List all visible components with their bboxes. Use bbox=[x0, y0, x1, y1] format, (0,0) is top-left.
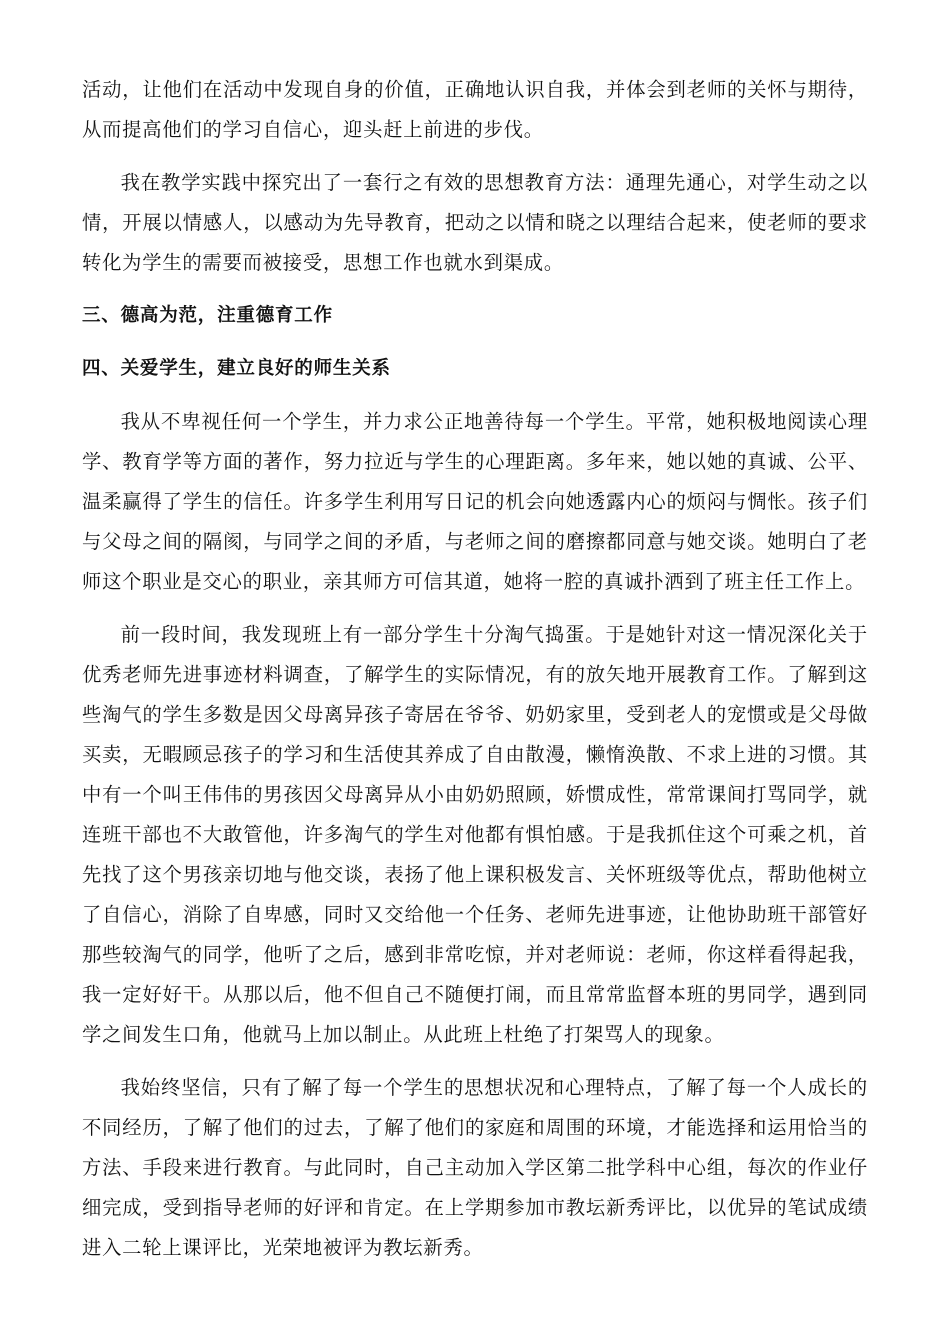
paragraph-respect-students: 我从不卑视任何一个学生，并力求公正地善待每一个学生。平常，她积极地阅读心理学、教育学等方面的著作，努力拉近与学生的心理距离。多年来，她以她的真诚、公平、温柔赢得了学生的信任。许多学生利用写日记的机会向她透露内心的烦闷与惆怅。孩子们与父母之间的隔阂，与同学之间的矛盾，与老师之间的磨擦都同意与她交谈。她明白了老师这个职业是交心的职业，亲其师方可信其道，她将一腔的真诚扑洒到了班主任工作上。 bbox=[82, 410, 868, 593]
paragraph-teaching-method: 我在教学实践中探究出了一套行之有效的思想教育方法：通理先通心，对学生动之以情，开展以情感人，以感动为先导教育，把动之以情和晓之以理结合起来，使老师的要求转化为学生的需要而被接受，思想工作也就水到渠成。 bbox=[82, 171, 868, 274]
section-heading-care-students: 四、关爱学生，建立良好的师生关系 bbox=[82, 358, 391, 379]
section-heading-moral-education: 三、德高为范，注重德育工作 bbox=[82, 305, 333, 326]
paragraph-activity: 活动，让他们在活动中发现自身的价值，正确地认识自我，并体会到老师的关怀与期待，从而提高他们的学习自信心，迎头赶上前进的步伐。 bbox=[82, 78, 868, 141]
paragraph-naughty-students: 前一段时间，我发现班上有一部分学生十分淘气捣蛋。于是她针对这一情况深化关于优秀老师先进事迹材料调查，了解学生的实际情况，有的放矢地开展教育工作。了解到这些淘气的学生多数是因父母离异孩子寄居在爷爷、奶奶家里，受到老人的宠惯或是父母做买卖，无暇顾忌孩子的学习和生活使其养成了自由散漫，懒惰涣散、不求上进的习惯。其中有一个叫王伟伟的男孩因父母离异从小由奶奶照顾，娇惯成性，常常课间打骂同学，就连班干部也不大敢管他，许多淘气的学生对他都有惧怕感。于是我抓住这个可乘之机，首先找了这个男孩亲切地与他交谈，表扬了他上课积极发言、关怀班级等优点，帮助他树立了自信心，消除了自卑感，同时又交给他一个任务、老师先进事迹，让他协助班干部管好那些较淘气的同学，他听了之后，感到非常吃惊，并对老师说：老师，你这样看得起我，我一定好好干。从那以后，他不但自己不随便打闹，而且常常监督本班的男同学，遇到同学之间发生口角，他就马上加以制止。从此班上杜绝了打架骂人的现象。 bbox=[82, 623, 868, 1046]
paragraph-belief: 我始终坚信，只有了解了每一个学生的思想状况和心理特点，了解了每一个人成长的不同经历，了解了他们的过去，了解了他们的家庭和周围的环境，才能选择和运用恰当的方法、手段来进行教育。与此同时，自己主动加入学区第二批学科中心组，每次的作业仔细完成，受到指导老师的好评和肯定。在上学期参加市教坛新秀评比，以优异的笔试成绩进入二轮上课评比，光荣地被评为教坛新秀。 bbox=[82, 1076, 868, 1259]
document-page bbox=[82, 70, 868, 1281]
